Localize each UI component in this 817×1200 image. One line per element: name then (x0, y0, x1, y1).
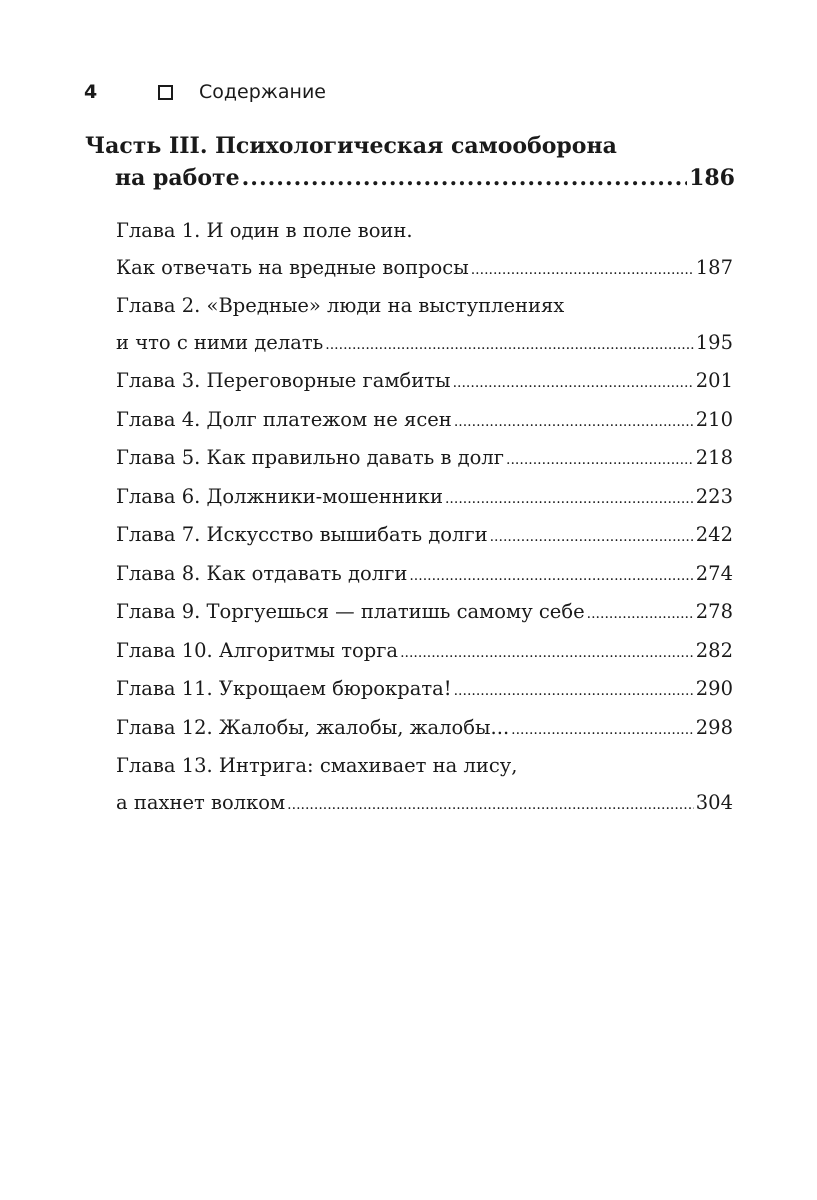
toc-entry-title: и что с ними делать (116, 330, 324, 354)
toc-entry (116, 440, 733, 479)
toc-entry-page-number: 223 (695, 484, 733, 508)
toc-entry (116, 633, 733, 672)
toc-entry (116, 363, 733, 402)
dot-leader (325, 327, 694, 364)
toc-entry-page-number: 290 (695, 677, 733, 700)
toc-entry-title: Глава 9. Торгуешься — платишь самому себе (116, 600, 585, 623)
toc-entry-row (116, 363, 733, 402)
running-header (84, 78, 326, 106)
toc-entry (116, 517, 733, 556)
part-title-row (85, 162, 735, 194)
toc-entry (116, 479, 733, 518)
toc-entry-title: Как отвечать на вредные вопросы (116, 255, 469, 279)
toc-entry (116, 671, 733, 710)
toc-entry-page-number: 298 (695, 715, 733, 739)
toc-entry-row (116, 325, 733, 364)
toc-entry (116, 288, 733, 363)
toc-entry-title: а пахнет волком (116, 790, 286, 814)
toc-entry-page-number: 242 (695, 523, 733, 546)
toc-entry-row (116, 594, 733, 633)
toc-entry-row (116, 517, 733, 556)
toc-entry-row (116, 633, 733, 672)
toc-entry-row (116, 479, 733, 518)
toc-entry (116, 710, 733, 749)
dot-leader (287, 787, 694, 824)
toc-entry-title-line1: Глава 2. «Вредные» люди на выступлениях (116, 294, 565, 317)
part-title-line1: Часть III. Психологическая самооборона (85, 133, 617, 159)
toc-entry-row (116, 250, 733, 289)
toc-entry-page-number: 187 (695, 255, 733, 279)
toc-entry-title-line1: Глава 13. Интрига: смахивает на лису, (116, 754, 518, 777)
toc-entry-row (116, 556, 733, 595)
toc-entry (116, 556, 733, 595)
toc-entry-row (116, 785, 733, 824)
toc-entry (116, 213, 733, 288)
toc-entry-page-number: 274 (695, 561, 733, 585)
dot-leader (511, 712, 694, 749)
page-number: 4 (84, 81, 98, 103)
toc-entry (116, 402, 733, 441)
toc-entry-title: Глава 4. Долг платежом не ясен (116, 407, 452, 431)
dot-leader (445, 481, 694, 518)
toc-entry-page-number: 201 (695, 369, 733, 392)
toc-entry-page-number: 210 (695, 407, 733, 431)
toc-entry-title: Глава 3. Переговорные гамбиты (116, 369, 451, 392)
toc-entry-row (116, 440, 733, 479)
part-page-number: 186 (689, 165, 735, 191)
dot-leader (453, 365, 694, 402)
dot-leader (454, 673, 694, 710)
dot-leader (242, 162, 687, 194)
dot-leader (587, 596, 694, 633)
toc-entry-page-number: 278 (695, 600, 733, 623)
dot-leader (490, 519, 694, 556)
dot-leader (454, 404, 694, 441)
toc-entry-title: Глава 8. Как отдавать долги (116, 561, 408, 585)
toc-entry-page-number: 218 (695, 446, 733, 469)
toc-entry-title: Глава 11. Укрощаем бюрократа! (116, 677, 452, 700)
dot-leader (506, 442, 694, 479)
dot-leader (400, 635, 694, 672)
checkbox-square-icon (158, 85, 173, 100)
dot-leader (409, 558, 693, 595)
toc-entry-title-line1: Глава 1. И один в поле воин. (116, 219, 413, 242)
toc-entry-page-number: 195 (695, 330, 733, 354)
toc-entry-row (116, 402, 733, 441)
toc-entry (116, 748, 733, 823)
toc-entry-row (116, 671, 733, 710)
toc-entry-title: Глава 10. Алгоритмы торга (116, 638, 399, 662)
toc-entry-title: Глава 5. Как правильно давать в долг (116, 446, 505, 469)
toc-entry-row (116, 710, 733, 749)
toc-entry-title: Глава 12. Жалобы, жалобы, жалобы... (116, 715, 510, 739)
toc-entry (116, 594, 733, 633)
toc-entry-title: Глава 7. Искусство вышибать долги (116, 523, 488, 546)
toc-entry-page-number: 282 (695, 638, 733, 662)
chapter-list (116, 213, 733, 823)
section-title: Содержание (199, 81, 326, 103)
part-heading (85, 130, 735, 194)
dot-leader (471, 252, 694, 289)
part-title-line2: на работе (115, 165, 240, 191)
toc-entry-page-number: 304 (695, 790, 733, 814)
toc-entry-title: Глава 6. Должники-мошенники (116, 484, 443, 508)
